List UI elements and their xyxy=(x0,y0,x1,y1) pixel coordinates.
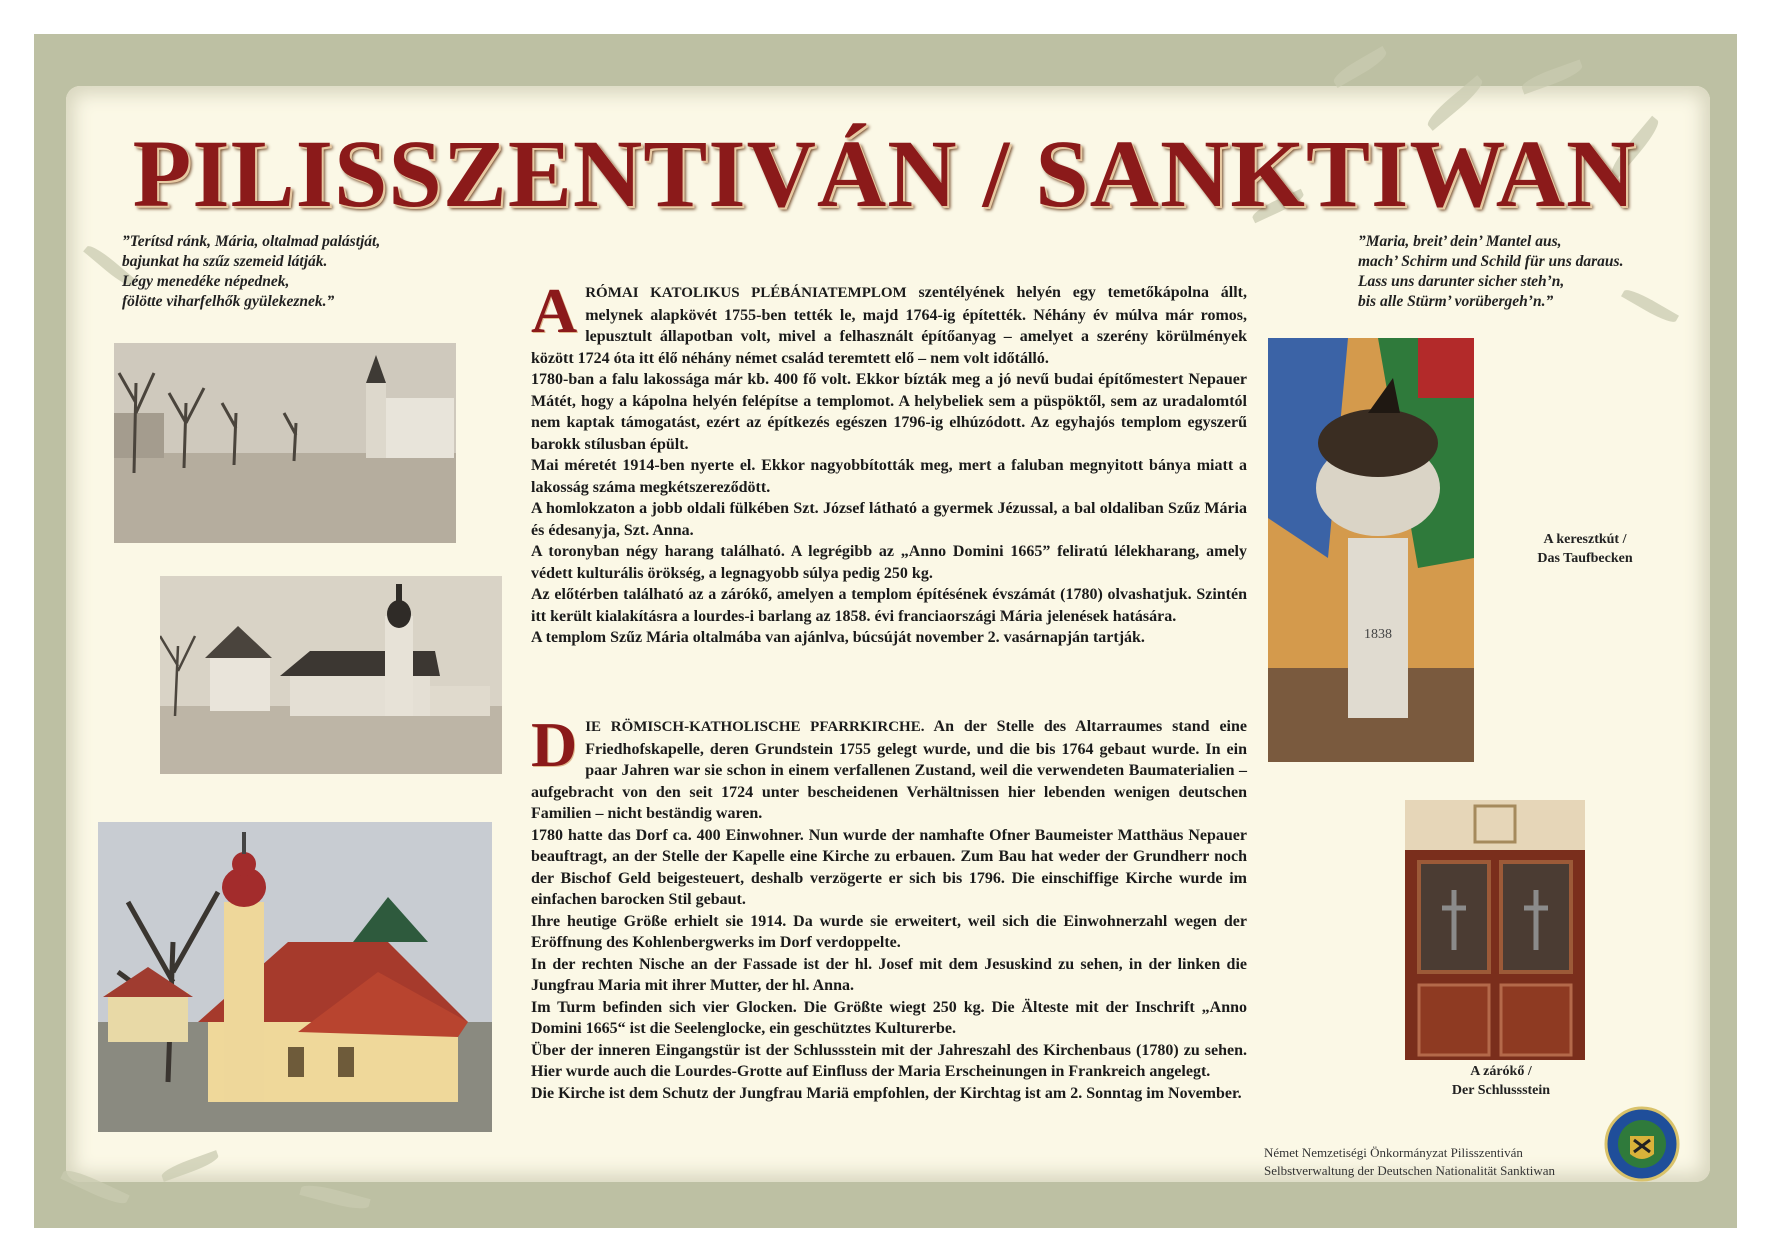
poem-line: mach’ Schirm und Schild für uns daraus. xyxy=(1358,253,1624,270)
paragraph: A homlokzaton a jobb oldali fülkében Szt. József látható a gyermek Jézussal, a bal oldaliban Szűz Mária és édesanyja, Szt. Anna. xyxy=(531,500,1247,539)
municipality-seal-logo xyxy=(1604,1106,1680,1182)
paragraph: In der rechten Nische an der Fassade ist der hl. Josef mit dem Jesuskind zu sehen, in der linken die Jungfrau Maria mit ihrer Mutter, der hl. Anna. xyxy=(531,955,1247,994)
paragraph-text: szentélyének helyén egy temetőkápolna állt, melynek alapkövét 1755-ben tették le, majd 1764-ig építették. Néhány év múlva már romos, lepusztult állapotban volt, mivel a felhasznált építőanyag – amelyet a szerény körülmények között 1724 óta itt élő néhány német család teremtett elő – nem volt időtálló. xyxy=(531,284,1248,367)
hungarian-text xyxy=(531,275,1248,649)
paragraph: Die Kirche ist dem Schutz der Jungfrau Mariä empfohlen, der Kirchtag ist am 2. Sonntag im November. xyxy=(531,1084,1242,1102)
poem-hungarian xyxy=(122,232,380,312)
poem-german xyxy=(1358,232,1623,312)
poem-line: ”Maria, breit’ dein’ Mantel aus, xyxy=(1358,233,1562,250)
keystone-door-photo xyxy=(1405,800,1585,1060)
footer-line: Selbstverwaltung der Deutschen Nationalität Sanktiwan xyxy=(1264,1163,1555,1178)
paragraph xyxy=(531,709,1247,825)
poem-line: ”Terítsd ránk, Mária, oltalmad palástját, xyxy=(122,233,381,250)
poem-line: fölötte viharfelhők gyülekeznek.” xyxy=(122,293,335,310)
paragraph: 1780-ban a falu lakossága már kb. 400 fő volt. Ekkor bízták meg a jó nevű budai építőmestert Nepauer Mátét, hogy a kápolna helyén felépítse a templomot. A helybeliek sem a püspöktől, sem az uradalomtól nem kaptak támogatást, ezért az építkezés egészen 1796-ig elhúzódott. Az egyhajós templom egyszerű barokk stílusban épült. xyxy=(531,371,1247,453)
baptismal-font-caption xyxy=(1520,530,1650,568)
paragraph: Über der inneren Eingangstür ist der Schlussstein mit der Jahreszahl des Kirchenbaus (1780) zu sehen. Hier wurde auch die Lourdes-Grotte auf Einfluss der Maria Erscheinungen in Frankreich angelegt. xyxy=(531,1041,1247,1080)
poem-line: bis alle Stürm’ vorübergeh’n.” xyxy=(1358,293,1554,310)
paragraph xyxy=(531,275,1248,369)
poem-line: Légy menedéke népednek, xyxy=(122,273,290,290)
historic-church-photo xyxy=(160,576,502,774)
poem-line: bajunkat ha szűz szemeid látják. xyxy=(122,253,328,270)
paragraph: A toronyban négy harang található. A legrégibb az „Anno Domini 1665” feliratú lélekharang, amely védett kulturális örökség, a legnagyobb súlya pedig 250 kg. xyxy=(531,543,1247,582)
lead-heading: RÓMAI KATOLIKUS PLÉBÁNIATEMPLOM xyxy=(585,285,907,301)
footer-line: Német Nemzetiségi Önkormányzat Pilisszentiván xyxy=(1264,1145,1523,1160)
page-title: PILISSZENTIVÁN / SANKTIWAN xyxy=(132,120,1637,227)
paragraph: Mai méretét 1914-ben nyerte el. Ekkor nagyobbították meg, mert a faluban megnyitott bánya miatt a lakosság száma megkétszereződött. xyxy=(531,457,1247,496)
german-text xyxy=(531,709,1247,1104)
paragraph: 1780 hatte das Dorf ca. 400 Einwohner. Nun wurde der namhafte Ofner Baumeister Matthäus Nepauer beauftragt, an der Stelle der Kapelle eine Kirche zu erbauen. Zum Bau hat weder der Grundherr noch der Bischof Geld beigesteuert, deshalb verzögerte er sich bis 1796. Die einschiffige Kirche wurde im einfachen barocken Stil gebaut. xyxy=(531,826,1247,908)
baptismal-font-photo xyxy=(1268,338,1474,762)
poem-line: Lass uns darunter sicher steh’n, xyxy=(1358,273,1565,290)
caption-line: A keresztkút / xyxy=(1543,532,1627,547)
church-color-photo xyxy=(98,822,492,1132)
drop-cap: D xyxy=(531,709,578,780)
lead-heading: IE RÖMISCH-KATHOLISCHE PFARRKIRCHE. xyxy=(585,719,925,735)
keystone-caption xyxy=(1426,1062,1576,1100)
caption-line: A zárókő / xyxy=(1470,1064,1532,1079)
historic-street-photo xyxy=(114,343,456,543)
paragraph: Ihre heutige Größe erhielt sie 1914. Da wurde sie erweitert, weil sich die Einwohnerzahl wegen der Eröffnung des Kohlenbergwerks im Dorf verdoppelte. xyxy=(531,912,1247,951)
paragraph: Az előtérben található az a zárókő, amelyen a templom építésének évszámát (1780) olvashatjuk. Szintén itt került kialakításra a lourdes-i barlang az 1858. évi franciaországi Mária jelenések hatására. xyxy=(531,586,1247,625)
paragraph: Im Turm befinden sich vier Glocken. Die Größte wiegt 250 kg. Die Älteste mit der Inschrift „Anno Domini 1665“ ist die Seelenglocke, ein geschütztes Kulturerbe. xyxy=(531,998,1247,1037)
drop-cap: A xyxy=(531,275,578,346)
paragraph-text: An der Stelle des Altarraumes stand eine Friedhofskapelle, deren Grundstein 1755 gelegt wurde, und die bis 1764 gebaut wurde. In ein paar Jahren war sie schon in einem verfallenen Zustand, weil die verwendeten Baumaterialien – aufgebracht von den seit 1724 unter bescheidenen Verhältnissen hier lebenden wenigen deutschen Familien – nicht beständig waren. xyxy=(531,718,1247,822)
font-year-inscription: 1838 xyxy=(1364,627,1392,642)
caption-line: Das Taufbecken xyxy=(1537,551,1633,566)
paragraph: A templom Szűz Mária oltalmába van ajánlva, búcsúját november 2. vasárnapján tartják. xyxy=(531,629,1145,646)
footer-credit xyxy=(1264,1144,1555,1180)
caption-line: Der Schlussstein xyxy=(1451,1083,1551,1098)
